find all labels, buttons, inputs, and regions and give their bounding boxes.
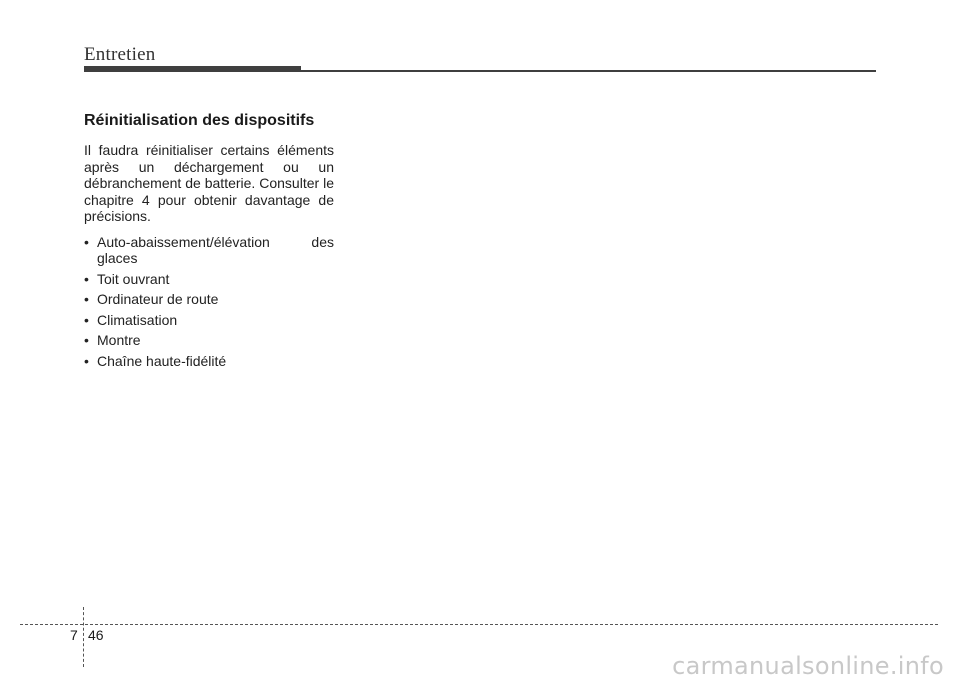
footer-dashed-rule — [20, 624, 938, 625]
content-column — [84, 111, 334, 373]
list-item — [84, 271, 334, 288]
page-number: 46 — [88, 627, 104, 643]
list-item-text: Montre — [97, 332, 141, 348]
bullet-icon: • — [84, 311, 89, 328]
chapter-number: 7 — [70, 627, 78, 643]
bullet-icon: • — [84, 332, 89, 348]
footer-dashed-divider — [83, 607, 84, 667]
list-item — [84, 291, 334, 308]
header-rule-thin — [84, 70, 876, 72]
list-item — [84, 234, 334, 267]
watermark: carmanualsonline.info — [672, 652, 944, 680]
bullet-icon: • — [84, 270, 89, 287]
bullet-icon: • — [84, 233, 89, 250]
intro-paragraph: Il faudra réinitialiser certains éléments après un déchargement ou un débranchement de batterie. Consulter le chapitre 4 pour obtenir davantage de précisions. — [84, 142, 334, 224]
list-item-text: Toit ouvrant — [97, 270, 170, 287]
list-item-text: Chaîne haute-fidélité — [97, 352, 227, 369]
list-item-text: Climatisation — [97, 311, 178, 328]
list-item — [84, 332, 334, 349]
list-item — [84, 312, 334, 329]
bullet-icon: • — [84, 352, 89, 369]
list-item-text: Ordinateur de route — [97, 291, 219, 307]
list-item-text: Auto-abaissement/élévation des glaces — [97, 233, 334, 266]
list-item — [84, 353, 334, 370]
reset-items-list — [84, 234, 334, 370]
section-heading: Réinitialisation des dispositifs — [84, 112, 315, 129]
section-header-title: Entretien — [84, 44, 156, 65]
bullet-icon: • — [84, 291, 89, 307]
